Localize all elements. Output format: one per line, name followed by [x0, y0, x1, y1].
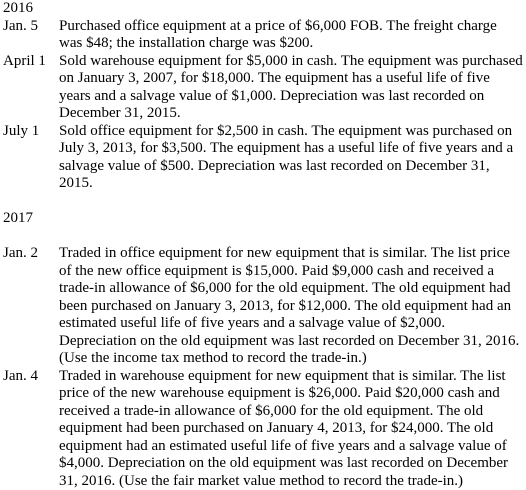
- entry-date: Jan. 2: [3, 245, 59, 368]
- entry-date: July 1: [3, 123, 59, 193]
- entry-date: Jan. 4: [3, 368, 59, 490]
- section-spacer: [3, 228, 523, 246]
- transaction-entry: [3, 53, 523, 123]
- entry-date: April 1: [3, 53, 59, 123]
- year-heading-2016: 2016: [3, 0, 523, 18]
- entry-description: Sold office equipment for $2,500 in cash. The equipment was purchased on July 3, 2013, for $3,500. The equipment has a useful life of five years and a salvage value of $500. Depreciation was last recorded on December 31, 2015.: [59, 123, 523, 193]
- transaction-entry: [3, 18, 523, 53]
- section-spacer: [3, 193, 523, 211]
- transaction-entry: [3, 123, 523, 193]
- entry-description: Sold warehouse equipment for $5,000 in cash. The equipment was purchased on January 3, 2007, for $18,000. The equipment has a useful life of five years and a salvage value of $1,000. Depreciation was last recorded on December 31, 2015.: [59, 53, 523, 123]
- entry-description: Traded in warehouse equipment for new equipment that is similar. The list price of the new warehouse equipment is $26,000. Paid $20,000 cash and received a trade-in allowance of $6,000 for the old equipment. The old equipment had been purchased on January 4, 2013, for $24,000. The old equipment had an estimated useful life of five years and a salvage value of $4,000. Depreciation on the old equipment was last recorded on December 31, 2016. (Use the fair market value method to record the trade-in.): [59, 368, 523, 490]
- transaction-document: [3, 0, 523, 490]
- entry-date: Jan. 5: [3, 18, 59, 53]
- year-heading-2017: 2017: [3, 210, 523, 228]
- entry-description: Traded in office equipment for new equipment that is similar. The list price of the new office equipment is $15,000. Paid $9,000 cash and received a trade-in allowance of $6,000 for the old equipment. The old equipment had been purchased on January 3, 2013, for $12,000. The old equipment had an estimated useful life of five years and a salvage value of $2,000. Depreciation on the old equipment was last recorded on December 31, 2016. (Use the income tax method to record the trade-in.): [59, 245, 523, 368]
- transaction-entry: [3, 368, 523, 490]
- entry-description: Purchased office equipment at a price of $6,000 FOB. The freight charge was $48; the installation charge was $200.: [59, 18, 523, 53]
- transaction-entry: [3, 245, 523, 368]
